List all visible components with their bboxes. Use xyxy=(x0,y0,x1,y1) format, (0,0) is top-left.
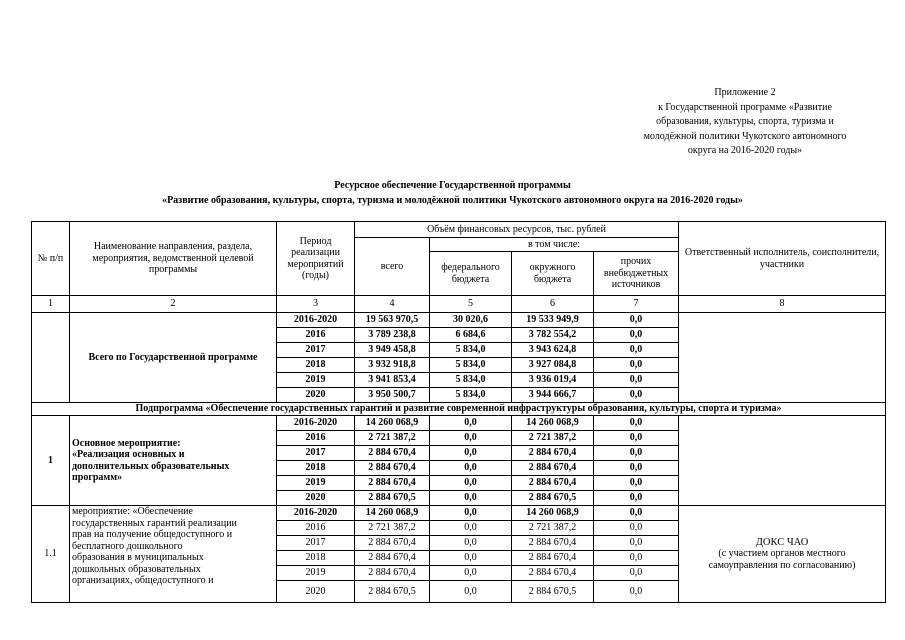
header-volume: Объём финансовых ресурсов, тыс. рублей xyxy=(355,222,679,238)
federal-cell: 0,0 xyxy=(430,431,512,446)
row-number: 1 xyxy=(32,416,70,506)
year-cell: 2019 xyxy=(277,566,355,581)
responsible-executor xyxy=(679,506,886,603)
federal-cell: 0,0 xyxy=(430,491,512,506)
document-title: Ресурсное обеспечение Государственной программы xyxy=(334,180,571,191)
column-number: 4 xyxy=(355,296,430,313)
total-program-label: Всего по Государственной программе xyxy=(70,313,277,403)
federal-cell: 5 834,0 xyxy=(430,388,512,403)
other-cell: 0,0 xyxy=(594,431,679,446)
event-name-line: мероприятие: «Обеспечение xyxy=(72,506,193,517)
federal-cell: 0,0 xyxy=(430,506,512,521)
district-cell: 14 260 068,9 xyxy=(512,416,594,431)
other-cell: 0,0 xyxy=(594,358,679,373)
event-name-line: образования в муниципальных xyxy=(72,552,204,563)
total-cell: 2 884 670,4 xyxy=(355,446,430,461)
total-cell: 14 260 068,9 xyxy=(355,416,430,431)
header-period: Период реализации мероприятий (годы) xyxy=(277,222,355,296)
year-cell: 2016 xyxy=(277,521,355,536)
other-cell: 0,0 xyxy=(594,506,679,521)
appendix-line: к Государственной программе «Развитие xyxy=(658,101,832,113)
federal-cell: 0,0 xyxy=(430,461,512,476)
district-cell: 3 927 084,8 xyxy=(512,358,594,373)
header-other: прочих внебюджетных источников xyxy=(594,252,679,296)
total-cell: 19 563 970,5 xyxy=(355,313,430,328)
event-name-line: дополнительных образовательных xyxy=(72,460,230,472)
federal-cell: 0,0 xyxy=(430,566,512,581)
district-cell: 14 260 068,9 xyxy=(512,506,594,521)
header-federal: федерального бюджета xyxy=(430,252,512,296)
total-cell: 2 884 670,4 xyxy=(355,551,430,566)
other-cell: 0,0 xyxy=(594,521,679,536)
header-district: окружного бюджета xyxy=(512,252,594,296)
total-cell: 3 789 238,8 xyxy=(355,328,430,343)
column-number: 8 xyxy=(679,296,886,313)
year-cell: 2016-2020 xyxy=(277,506,355,521)
other-cell: 0,0 xyxy=(594,388,679,403)
column-number: 7 xyxy=(594,296,679,313)
header-name: Наименование направления, раздела, мероприятия, ведомственной целевой программы xyxy=(70,222,277,296)
year-cell: 2016-2020 xyxy=(277,313,355,328)
federal-cell: 0,0 xyxy=(430,416,512,431)
other-cell: 0,0 xyxy=(594,373,679,388)
district-cell: 2 884 670,4 xyxy=(512,536,594,551)
federal-cell: 0,0 xyxy=(430,446,512,461)
total-cell: 3 949 458,8 xyxy=(355,343,430,358)
district-cell: 2 884 670,4 xyxy=(512,551,594,566)
year-cell: 2020 xyxy=(277,491,355,506)
other-cell: 0,0 xyxy=(594,343,679,358)
district-cell: 2 884 670,4 xyxy=(512,476,594,491)
federal-cell: 0,0 xyxy=(430,536,512,551)
event-name-line: государственных гарантий реализации xyxy=(72,517,237,529)
other-cell: 0,0 xyxy=(594,446,679,461)
year-cell: 2018 xyxy=(277,461,355,476)
district-cell: 2 721 387,2 xyxy=(512,431,594,446)
header-responsible: Ответственный исполнитель, соисполнители, участники xyxy=(679,222,886,296)
year-cell: 2019 xyxy=(277,476,355,491)
district-cell: 3 782 554,2 xyxy=(512,328,594,343)
other-cell: 0,0 xyxy=(594,551,679,566)
other-cell: 0,0 xyxy=(594,566,679,581)
total-cell: 14 260 068,9 xyxy=(355,506,430,521)
column-number: 5 xyxy=(430,296,512,313)
federal-cell: 0,0 xyxy=(430,581,512,603)
district-cell: 2 884 670,4 xyxy=(512,446,594,461)
federal-cell: 30 020,6 xyxy=(430,313,512,328)
total-cell: 2 884 670,4 xyxy=(355,461,430,476)
other-cell: 0,0 xyxy=(594,416,679,431)
appendix-line: молодёжной политики Чукотского автономного xyxy=(643,130,847,142)
event-name-line: Основное мероприятие: xyxy=(72,437,181,449)
federal-cell: 0,0 xyxy=(430,551,512,566)
subprogram-title: Подпрограмма «Обеспечение государственных гарантий и развитие современной инфраструктуры образования, культуры, спорта и туризма» xyxy=(32,403,886,416)
year-cell: 2017 xyxy=(277,343,355,358)
district-cell: 2 884 670,5 xyxy=(512,491,594,506)
district-cell: 2 884 670,4 xyxy=(512,566,594,581)
federal-cell: 6 684,6 xyxy=(430,328,512,343)
total-cell: 2 884 670,5 xyxy=(355,581,430,603)
year-cell: 2016 xyxy=(277,431,355,446)
total-cell: 2 721 387,2 xyxy=(355,521,430,536)
appendix-line: образования, культуры, спорта, туризма и xyxy=(656,116,834,127)
year-cell: 2017 xyxy=(277,446,355,461)
district-cell: 2 884 670,4 xyxy=(512,461,594,476)
subprogram-row xyxy=(32,403,886,416)
year-cell: 2016-2020 xyxy=(277,416,355,431)
total-cell: 2 884 670,4 xyxy=(355,476,430,491)
total-cell: 3 941 853,4 xyxy=(355,373,430,388)
column-number: 1 xyxy=(32,296,70,313)
header-including: в том числе: xyxy=(430,238,679,252)
year-cell: 2016 xyxy=(277,328,355,343)
federal-cell: 5 834,0 xyxy=(430,373,512,388)
event-name-line: «Реализация основных и xyxy=(72,449,185,460)
header-num: № п/п xyxy=(32,222,70,296)
other-cell: 0,0 xyxy=(594,313,679,328)
column-number: 3 xyxy=(277,296,355,313)
event-name-line: программ» xyxy=(72,472,123,483)
federal-cell: 5 834,0 xyxy=(430,343,512,358)
responsible-line: самоуправления по согласованию) xyxy=(708,559,856,571)
year-cell: 2020 xyxy=(277,388,355,403)
district-cell: 3 936 019,4 xyxy=(512,373,594,388)
year-cell: 2018 xyxy=(277,358,355,373)
responsible-line: (с участием органов местного xyxy=(718,548,846,560)
total-cell: 2 884 670,4 xyxy=(355,536,430,551)
responsible-line: ДОКС ЧАО xyxy=(755,536,809,548)
district-cell: 19 533 949,9 xyxy=(512,313,594,328)
district-cell: 3 944 666,7 xyxy=(512,388,594,403)
other-cell: 0,0 xyxy=(594,328,679,343)
other-cell: 0,0 xyxy=(594,476,679,491)
federal-cell: 0,0 xyxy=(430,521,512,536)
document-subtitle: «Развитие образования, культуры, спорта, туризма и молодёжной политики Чукотского автономного округа на 2016-2020 годы» xyxy=(162,195,743,206)
appendix-line: Приложение 2 xyxy=(714,87,776,98)
event-name-line: организациях, общедоступного и xyxy=(72,575,214,586)
total-cell: 3 932 918,8 xyxy=(355,358,430,373)
event-name-line: бесплатного дошкольного xyxy=(72,540,183,552)
year-cell: 2019 xyxy=(277,373,355,388)
year-cell: 2020 xyxy=(277,581,355,603)
table-row xyxy=(32,416,886,431)
total-cell: 3 950 500,7 xyxy=(355,388,430,403)
event-name-line: прав на получение общедоступного и xyxy=(72,529,233,540)
federal-cell: 0,0 xyxy=(430,476,512,491)
row-number: 1.1 xyxy=(32,506,70,603)
event-name xyxy=(70,506,277,603)
event-name-line: дошкольных образовательных xyxy=(72,563,201,575)
total-cell: 2 884 670,5 xyxy=(355,491,430,506)
column-number: 2 xyxy=(70,296,277,313)
district-cell: 2 721 387,2 xyxy=(512,521,594,536)
other-cell: 0,0 xyxy=(594,581,679,603)
resource-table xyxy=(31,221,886,603)
other-cell: 0,0 xyxy=(594,536,679,551)
total-cell: 2 721 387,2 xyxy=(355,431,430,446)
appendix-note xyxy=(610,86,880,159)
header-total: всего xyxy=(355,238,430,296)
column-number: 6 xyxy=(512,296,594,313)
event-name xyxy=(70,416,277,506)
district-cell: 2 884 670,5 xyxy=(512,581,594,603)
table-row xyxy=(32,313,886,328)
appendix-line: округа на 2016-2020 годы» xyxy=(687,145,803,156)
year-cell: 2017 xyxy=(277,536,355,551)
district-cell: 3 943 624,8 xyxy=(512,343,594,358)
other-cell: 0,0 xyxy=(594,491,679,506)
table-row xyxy=(32,506,886,521)
year-cell: 2018 xyxy=(277,551,355,566)
federal-cell: 5 834,0 xyxy=(430,358,512,373)
total-cell: 2 884 670,4 xyxy=(355,566,430,581)
other-cell: 0,0 xyxy=(594,461,679,476)
column-numbers-row xyxy=(32,296,886,313)
